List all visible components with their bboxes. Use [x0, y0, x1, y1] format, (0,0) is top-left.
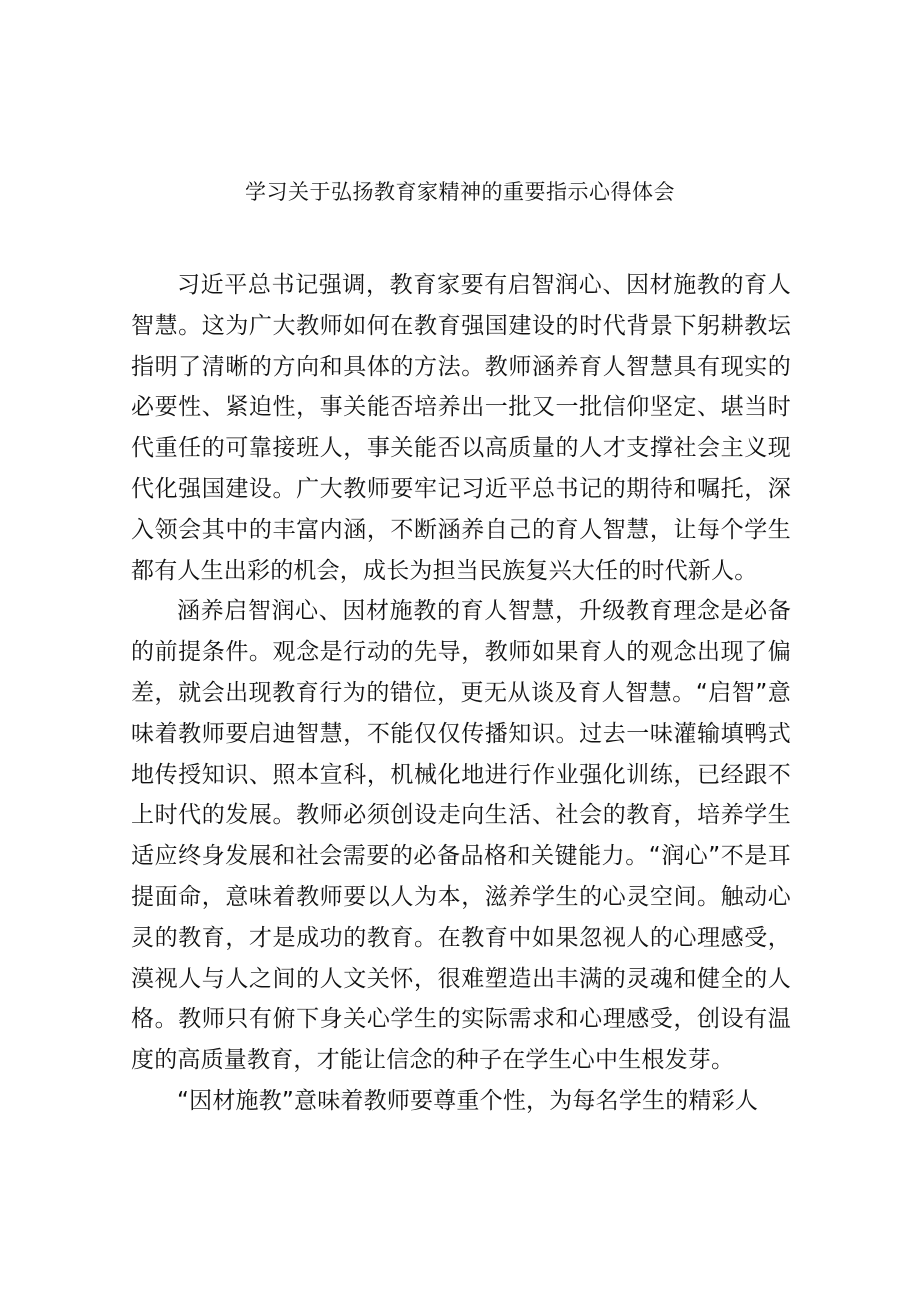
paragraph: 涵养启智润心、因材施教的育人智慧，升级教育理念是必备的前提条件。观念是行动的先导，教师如果育人的观念出现了偏差，就会出现教育行为的错位，更无从谈及育人智慧。“启智”意味着教师要启迪智慧，不能仅仅传播知识。过去一味灌输填鸭式地传授知识、照本宣科，机械化地进行作业强化训练，已经跟不上时代的发展。教师必须创设走向生活、社会的教育，培养学生适应终身发展和社会需要的必备品格和关键能力。“润心”不是耳提面命，意味着教师要以人为本，滋养学生的心灵空间。触动心灵的教育，才是成功的教育。在教育中如果忽视人的心理感受，漠视人与人之间的人文关怀，很难塑造出丰满的灵魂和健全的人格。教师只有俯下身关心学生的实际需求和心理感受，创设有温度的高质量教育，才能让信念的种子在学生心中生根发芽。 — [131, 598, 791, 1074]
paragraph: “因材施教”意味着教师要尊重个性，为每名学生的精彩人 — [177, 1087, 759, 1114]
document-title: 学习关于弘扬教育家精神的重要指示心得体会 — [245, 180, 675, 204]
paragraph: 习近平总书记强调，教育家要有启智润心、因材施教的育人智慧。这为广大教师如何在教育强国建设的时代背景下躬耕教坛指明了清晰的方向和具体的方法。教师涵养育人智慧具有现实的必要性、紧迫性，事关能否培养出一批又一批信仰坚定、堪当时代重任的可靠接班人，事关能否以高质量的人才支撑社会主义现代化强国建设。广大教师要牢记习近平总书记的期待和嘱托，深入领会其中的丰富内涵，不断涵养自己的育人智慧，让每个学生都有人生出彩的机会，成长为担当民族复兴大任的时代新人。 — [131, 272, 791, 584]
document-body — [131, 265, 791, 1122]
